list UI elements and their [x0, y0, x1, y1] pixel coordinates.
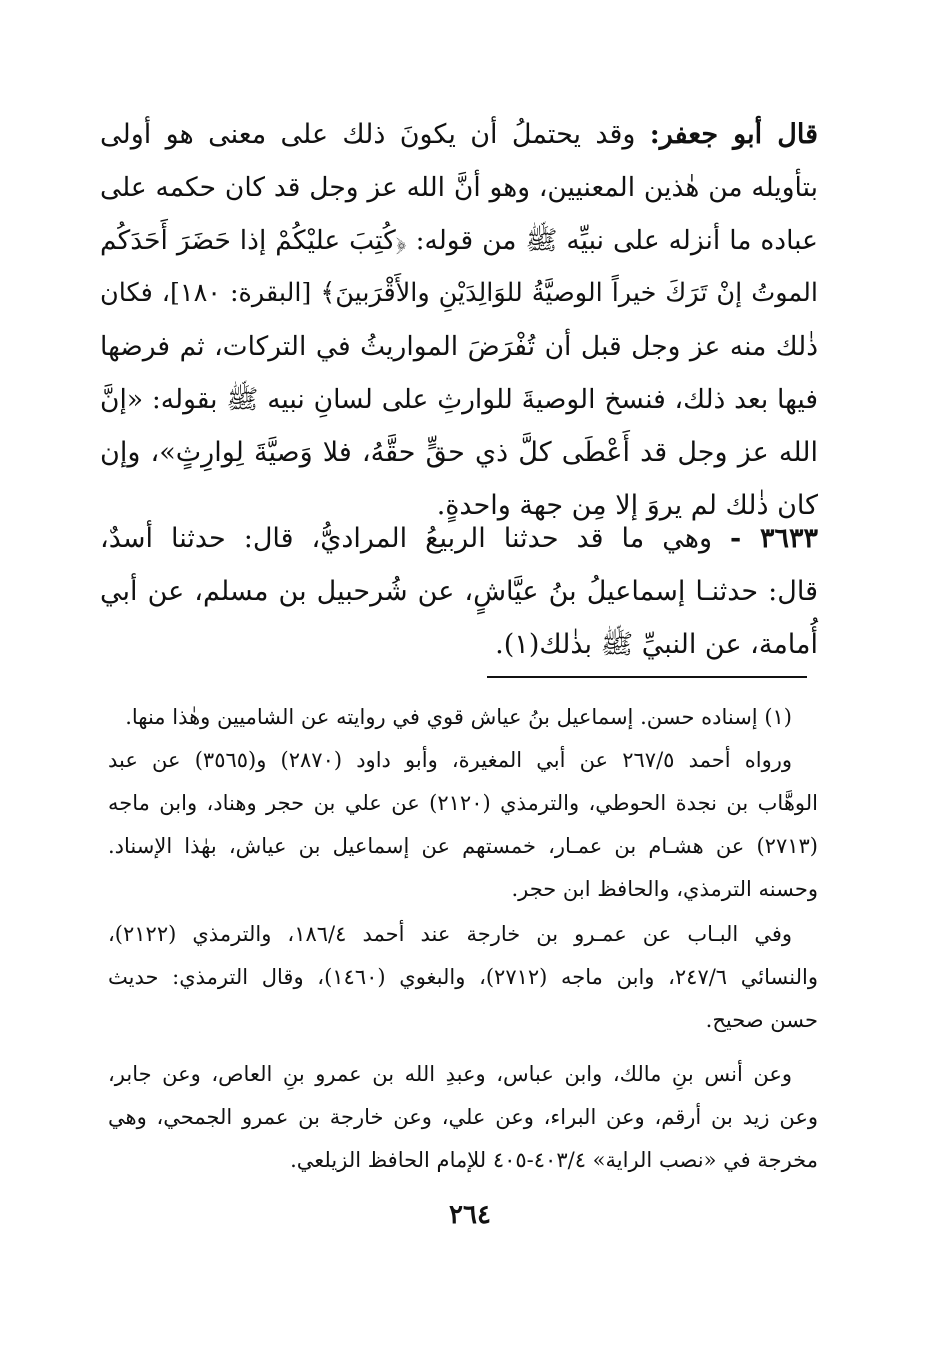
main-line: بتأويله من هٰذين المعنيين، وهو أنَّ الله عز وجل قد كان حكمه على	[100, 172, 818, 203]
main-line: الله عز وجل قد أَعْطَى كلَّ ذي حقٍّ حقَّهُ، فلا وَصيَّةَ لِوارِثٍ»، وإن	[100, 437, 818, 468]
footnote-3	[108, 1053, 818, 1182]
footnote-line: وعن زيد بن أرقم، وعن البراء، وعن علي، وعن خارجة بن عمرو الجمحي، وهي	[108, 1105, 818, 1129]
footnote-line: (١) إسناده حسن. إسماعيل بنُ عياش قوي في روايته عن الشاميين وهٰذا منها.	[125, 705, 792, 729]
footnote-line: مخرجة في «نصب الراية» ٤٠٣/٤-٤٠٥ للإمام الحافظ الزيلعي.	[290, 1148, 818, 1172]
footnote-line: وعن أنس بنِ مالك، وابن عباس، وعبدِ الله بن عمرو بنِ العاص، وعن جابر،	[108, 1062, 792, 1086]
main-line: ٣٦٣٣ - وهي ما قد حدثنا الربيعُ المراديُّ، قال: حدثنا أسدٌ،	[100, 523, 819, 554]
footnote-line: حسن صحيح.	[705, 1008, 818, 1032]
speaker-label: قال أبو جعفر:	[649, 119, 818, 150]
main-line: كان ذٰلك لم يروَ إلا مِن جهة واحدةٍ.	[436, 490, 818, 521]
footnote-line: (٢٧١٣) عن هشـام بن عمـار، خمستهم عن إسماعيل بن عياش، بهٰذا الإسناد.	[108, 834, 818, 858]
main-line: الموتُ إنْ تَرَكَ خيراً الوصيَّةُ للوَالِدَيْنِ والأَقْرَبينَ﴾ [البقرة: ١٨٠]، فكان	[100, 278, 818, 308]
main-line: فيها بعد ذلك، فنسخ الوصيةَ للوارثِ على لسانِ نبيه ﷺ بقوله: «إنَّ	[100, 384, 818, 415]
footnote-line: الوهَّاب بن نجدة الحوطي، والترمذي (٢١٢٠) عن علي بن حجر وهناد، وابن ماجه	[108, 791, 818, 815]
main-paragraph-1	[100, 108, 818, 532]
footnote-divider	[487, 676, 807, 678]
footnote-2	[108, 913, 818, 1042]
main-line: ذٰلك منه عز وجل قبل أن تُفْرَضَ المواريثُ في التركات، ثم فرضها	[100, 331, 818, 362]
main-line: قال أبو جعفر: وقد يحتملُ أن يكونَ ذلك على معنى هو أولى	[100, 119, 818, 150]
footnote-1	[108, 696, 818, 911]
page-number: ٢٦٤	[449, 1200, 491, 1230]
footnote-line: والنسائي ٢٤٧/٦، وابن ماجه (٢٧١٢)، والبغوي (١٤٦٠)، وقال الترمذي: حديث	[108, 965, 818, 989]
footnote-line: وفي البـاب عن عمـرو بن خارجة عند أحمد ١٨٦/٤، والترمذي (٢١٢٢)،	[108, 922, 793, 946]
main-paragraph-2	[100, 512, 818, 671]
main-line: قال: حدثنـا إسماعيلُ بنُ عيَّاشٍ، عن شُرحبيل بن مسلم، عن أبي	[100, 576, 819, 607]
main-line: أُمامة، عن النبيِّ ﷺ بذٰلك(١).	[495, 629, 818, 660]
footnote-line: ورواه أحمد ٢٦٧/٥ عن أبي المغيرة، وأبو داود (٢٨٧٠) و(٣٥٦٥) عن عبد	[108, 748, 793, 772]
footnote-line: وحسنه الترمذي، والحافظ ابن حجر.	[511, 877, 818, 901]
main-line: عباده ما أنزله على نبيِّه ﷺ من قوله: ﴿كُتِبَ عليْكُمْ إذا حَضَرَ أَحَدَكُم	[100, 225, 818, 256]
hadith-number: ٣٦٣٣ -	[729, 523, 819, 554]
